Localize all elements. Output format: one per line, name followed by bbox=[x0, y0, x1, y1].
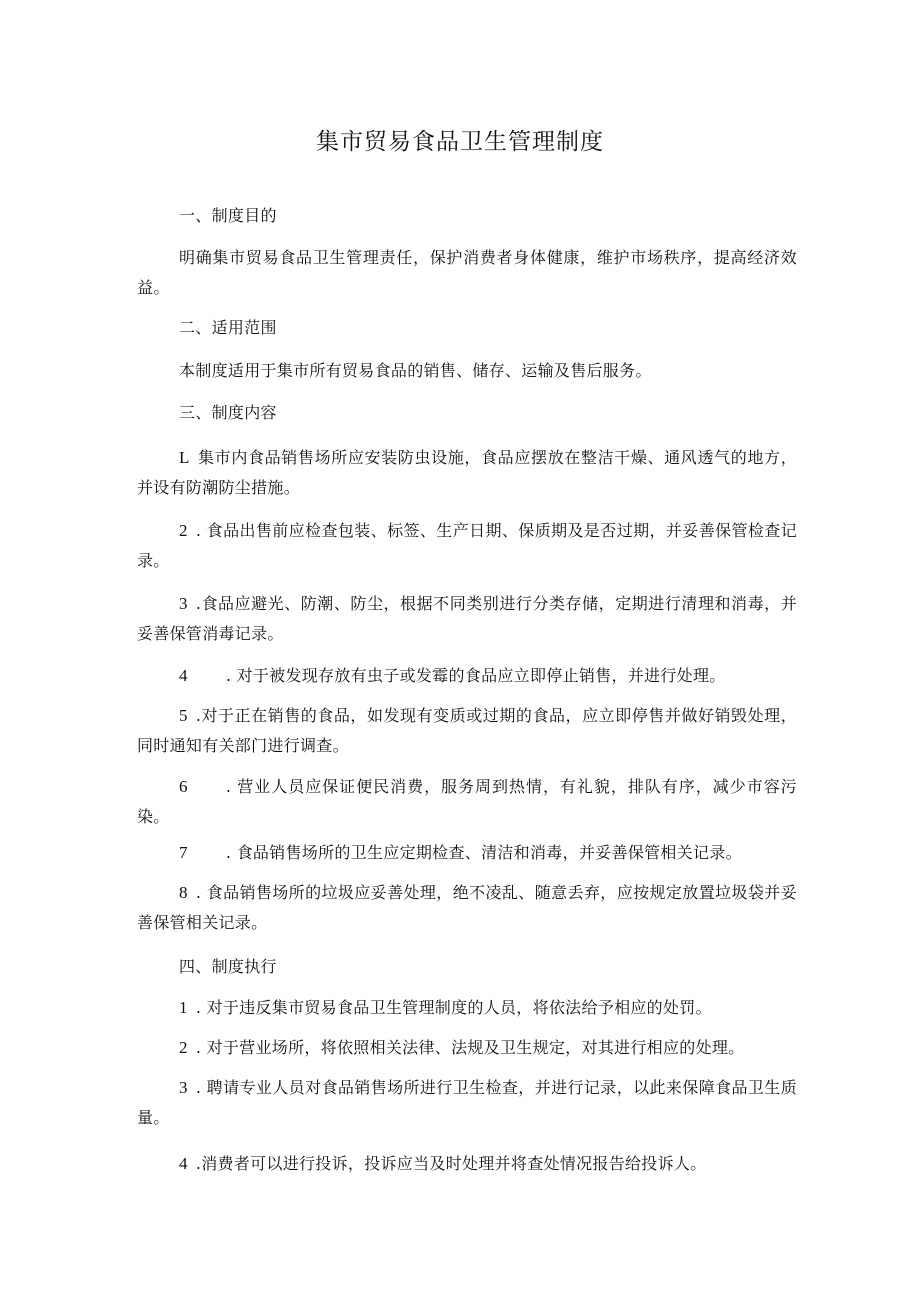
list-item-text: 集市内食品销售场所应安装防虫设施，食品应摆放在整洁干燥、通风透气的地方，并设有防潮防尘措施。 bbox=[137, 448, 797, 497]
list-item bbox=[137, 1073, 797, 1133]
document-title: 集市贸易食品卫生管理制度 bbox=[316, 129, 604, 155]
list-item-number: 4 bbox=[179, 1154, 188, 1173]
list-item-text: .对于正在销售的食品，如发现有变质或过期的食品，应立即停售并做好销毁处理，同时通知有关部门进行调查。 bbox=[137, 706, 797, 755]
list-item-text: . 食品出售前应检查包装、标签、生产日期、保质期及是否过期，并妥善保管检查记录。 bbox=[137, 521, 797, 570]
section-heading-purpose: 一、制度目的 bbox=[179, 206, 277, 225]
list-item bbox=[137, 838, 797, 868]
section-text-purpose: 明确集市贸易食品卫生管理责任，保护消费者身体健康，维护市场秩序，提高经济效益。 bbox=[137, 248, 797, 297]
list-item-number: 7 bbox=[179, 843, 188, 862]
list-item-text: . 对于违反集市贸易食品卫生管理制度的人员，将依法给予相应的处罚。 bbox=[195, 998, 712, 1017]
section-text-scope: 本制度适用于集市所有贸易食品的销售、储存、运输及售后服务。 bbox=[179, 361, 652, 380]
list-item-text: .消费者可以进行投诉，投诉应当及时处理并将查处情况报告给投诉人。 bbox=[195, 1154, 707, 1173]
list-item-text: . 聘请专业人员对食品销售场所进行卫生检查，并进行记录，以此来保障食品卫生质量。 bbox=[137, 1078, 797, 1127]
list-item-text: . 食品销售场所的垃圾应妥善处理，绝不凌乱、随意丢弃，应按规定放置垃圾袋并妥善保管相关记录。 bbox=[137, 883, 797, 932]
section-heading-execution: 四、制度执行 bbox=[179, 957, 277, 976]
list-item bbox=[137, 993, 797, 1023]
list-item-number: 8 bbox=[179, 883, 188, 902]
list-item-number: L bbox=[179, 448, 190, 467]
list-item-text: . 食品销售场所的卫生应定期检查、清洁和消毒，并妥善保管相关记录。 bbox=[225, 843, 742, 862]
list-item bbox=[137, 701, 797, 761]
list-item-number: 4 bbox=[179, 666, 188, 685]
list-item-number: 2 bbox=[179, 521, 188, 540]
list-item-text: . 营业人员应保证便民消费，服务周到热情，有礼貌，排队有序，减少市容污染。 bbox=[137, 777, 797, 826]
list-item bbox=[137, 772, 797, 832]
list-item-number: 1 bbox=[179, 998, 188, 1017]
section-heading-scope: 二、适用范围 bbox=[179, 318, 277, 337]
section-heading-content: 三、制度内容 bbox=[179, 403, 277, 422]
list-item-number: 5 bbox=[179, 706, 188, 725]
list-item bbox=[137, 516, 797, 576]
list-item bbox=[137, 1149, 797, 1179]
list-item-number: 3 bbox=[179, 1078, 188, 1097]
list-item-number: 3 bbox=[179, 594, 188, 613]
list-item-text: . 对于被发现存放有虫子或发霉的食品应立即停止销售，并进行处理。 bbox=[225, 666, 726, 685]
list-item-text: .食品应避光、防潮、防尘，根据不同类别进行分类存储，定期进行清理和消毒，并妥善保管消毒记录。 bbox=[137, 594, 797, 643]
list-item bbox=[137, 1033, 797, 1063]
list-item-number: 2 bbox=[179, 1038, 188, 1057]
list-item bbox=[137, 878, 797, 938]
list-item-number: 6 bbox=[179, 777, 188, 796]
list-item bbox=[137, 589, 797, 649]
list-item bbox=[137, 661, 797, 691]
list-item bbox=[137, 443, 797, 503]
list-item-text: . 对于营业场所，将依照相关法律、法规及卫生规定，对其进行相应的处理。 bbox=[195, 1038, 745, 1057]
